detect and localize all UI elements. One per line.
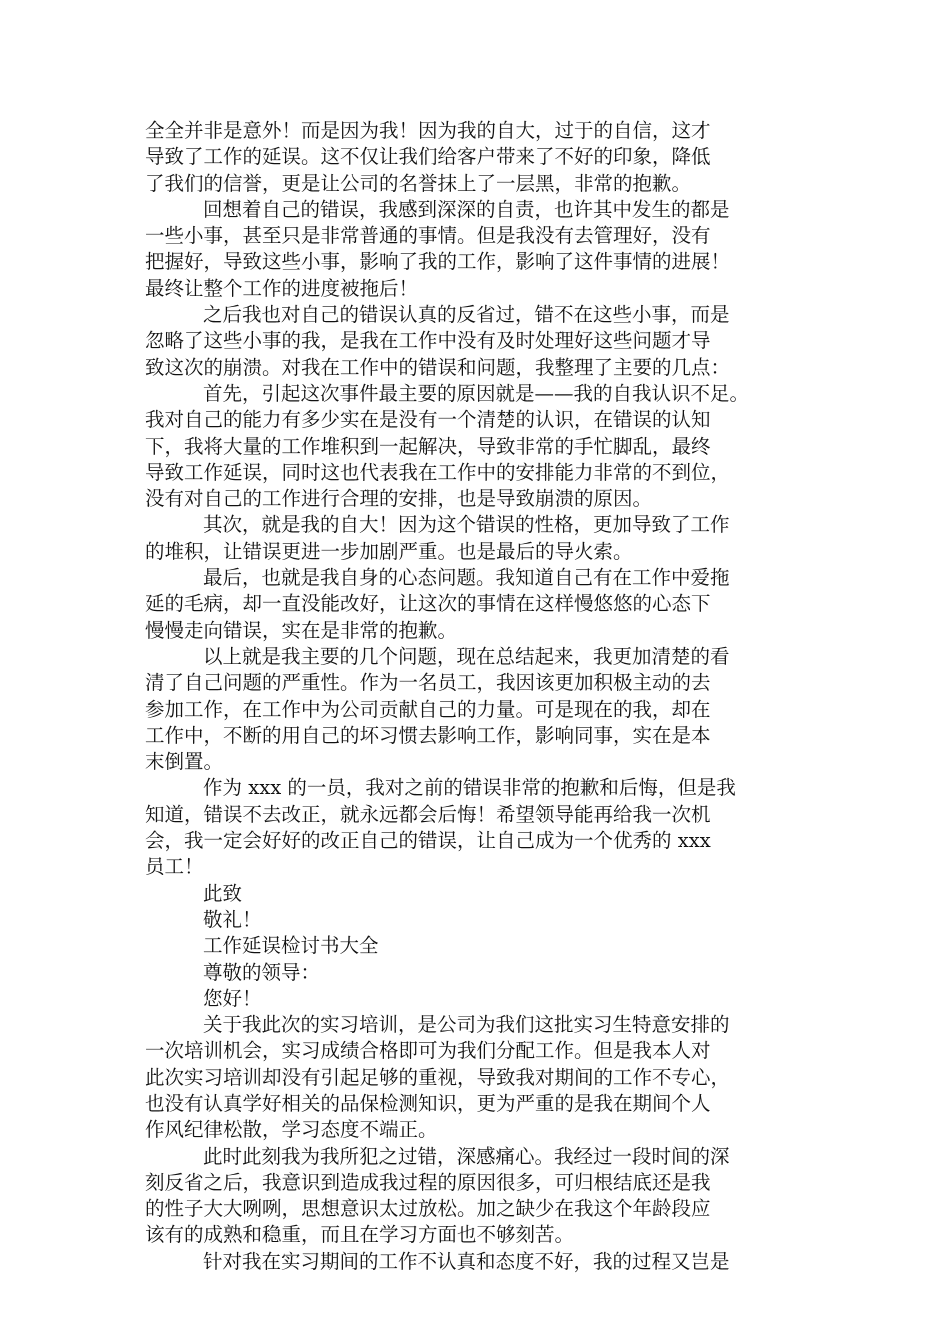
- paragraph: [145, 512, 815, 565]
- paragraph: [145, 644, 815, 775]
- text-line: 此时此刻我为我所犯之过错，深感痛心。我经过一段时间的深: [203, 1144, 730, 1168]
- text-line: 该有的成熟和稳重，而且在学习方面也不够刻苦。: [145, 1223, 575, 1247]
- text-line: 回想着自己的错误，我感到深深的自责，也许其中发生的都是: [203, 197, 730, 221]
- paragraph: [145, 960, 815, 986]
- paragraph: [145, 565, 815, 644]
- text-line: 最后，也就是我自身的心态问题。我知道自己有在工作中爱拖: [203, 566, 730, 590]
- text-line: 最终让整个工作的进度被拖后！: [145, 276, 419, 300]
- text-line: 延的毛病，却一直没能改好，让这次的事情在这样慢悠悠的心态下: [145, 592, 711, 616]
- text-line: 首先，引起这次事件最主要的原因就是——我的自我认识不足。: [203, 381, 750, 405]
- text-line: 工作中，不断的用自己的坏习惯去影响工作，影响同事，实在是本: [145, 723, 711, 747]
- text-line: 下，我将大量的工作堆积到一起解决，导致非常的手忙脚乱，最终: [145, 434, 711, 458]
- text-line: 您好！: [203, 986, 262, 1010]
- text-line: 尊敬的领导：: [203, 960, 321, 984]
- text-line: 全全并非是意外！而是因为我！因为我的自大，过于的自信，这才: [145, 119, 711, 142]
- text-line: 致这次的崩溃。对我在工作中的错误和问题，我整理了主要的几点：: [145, 355, 731, 379]
- paragraph: [145, 302, 815, 381]
- text-line: 知道，错误不去改正，就永远都会后悔！希望领导能再给我一次机: [145, 802, 711, 826]
- paragraph: [145, 881, 815, 907]
- text-line: 也没有认真学好相关的品保检测知识，更为严重的是我在期间个人: [145, 1091, 711, 1115]
- text-line: 刻反省之后，我意识到造成我过程的原因很多，可归根结底还是我: [145, 1170, 711, 1194]
- text-line: 没有对自己的工作进行合理的安排，也是导致崩溃的原因。: [145, 487, 653, 511]
- paragraph: [145, 933, 815, 959]
- text-line: 的堆积，让错误更进一步加剧严重。也是最后的导火索。: [145, 539, 633, 563]
- paragraph: [145, 907, 815, 933]
- text-line: 针对我在实习期间的工作不认真和态度不好，我的过程又岂是: [203, 1249, 730, 1273]
- text-line: 作为 xxx 的一员，我对之前的错误非常的抱歉和后悔，但是我: [203, 776, 736, 800]
- text-line: 导致了工作的延误。这不仅让我们给客户带来了不好的印象，降低: [145, 145, 711, 169]
- text-line: 了我们的信誉，更是让公司的名誉抹上了一层黑，非常的抱歉。: [145, 171, 692, 195]
- text-line: 之后我也对自己的错误认真的反省过，错不在这些小事，而是: [203, 303, 730, 327]
- text-line: 以上就是我主要的几个问题，现在总结起来，我更加清楚的看: [203, 644, 730, 668]
- text-line: 一次培训机会，实习成绩合格即可为我们分配工作。但是我本人对: [145, 1039, 711, 1063]
- text-line: 作风纪律松散，学习态度不端正。: [145, 1118, 438, 1142]
- text-line: 导致工作延误，同时这也代表我在工作中的安排能力非常的不到位，: [145, 460, 731, 484]
- paragraph: [145, 197, 815, 302]
- text-line: 慢慢走向错误，实在是非常的抱歉。: [145, 618, 458, 642]
- text-line: 其次，就是我的自大！因为这个错误的性格，更加导致了工作: [203, 513, 730, 537]
- text-line: 此次实习培训却没有引起足够的重视，导致我对期间的工作不专心，: [145, 1065, 731, 1089]
- paragraph: [145, 775, 815, 880]
- text-line: 员工！: [145, 855, 204, 879]
- paragraph: [145, 986, 815, 1012]
- text-line: 忽略了这些小事的我，是我在工作中没有及时处理好这些问题才导: [145, 329, 711, 353]
- document-body: [145, 118, 815, 1275]
- text-line: 参加工作，在工作中为公司贡献自己的力量。可是现在的我，却在: [145, 697, 711, 721]
- text-line: 工作延误检讨书大全: [203, 934, 379, 958]
- text-line: 会，我一定会好好的改正自己的错误，让自己成为一个优秀的 xxx: [145, 829, 711, 853]
- paragraph: [145, 381, 815, 512]
- paragraph: [145, 118, 815, 197]
- text-line: 关于我此次的实习培训，是公司为我们这批实习生特意安排的: [203, 1013, 730, 1037]
- text-line: 把握好，导致这些小事，影响了我的工作，影响了这件事情的进展！: [145, 250, 731, 274]
- text-line: 的性子大大咧咧，思想意识太过放松。加之缺少在我这个年龄段应: [145, 1197, 711, 1221]
- text-line: 一些小事，甚至只是非常普通的事情。但是我没有去管理好，没有: [145, 224, 711, 248]
- text-line: 我对自己的能力有多少实在是没有一个清楚的认识，在错误的认知: [145, 408, 711, 432]
- text-line: 敬礼！: [203, 907, 262, 931]
- paragraph: [145, 1012, 815, 1143]
- text-line: 末倒置。: [145, 750, 224, 774]
- paragraph: [145, 1144, 815, 1249]
- text-line: 此致: [203, 881, 243, 905]
- text-line: 清了自己问题的严重性。作为一名员工，我因该更加积极主动的去: [145, 671, 711, 695]
- paragraph: [145, 1249, 815, 1275]
